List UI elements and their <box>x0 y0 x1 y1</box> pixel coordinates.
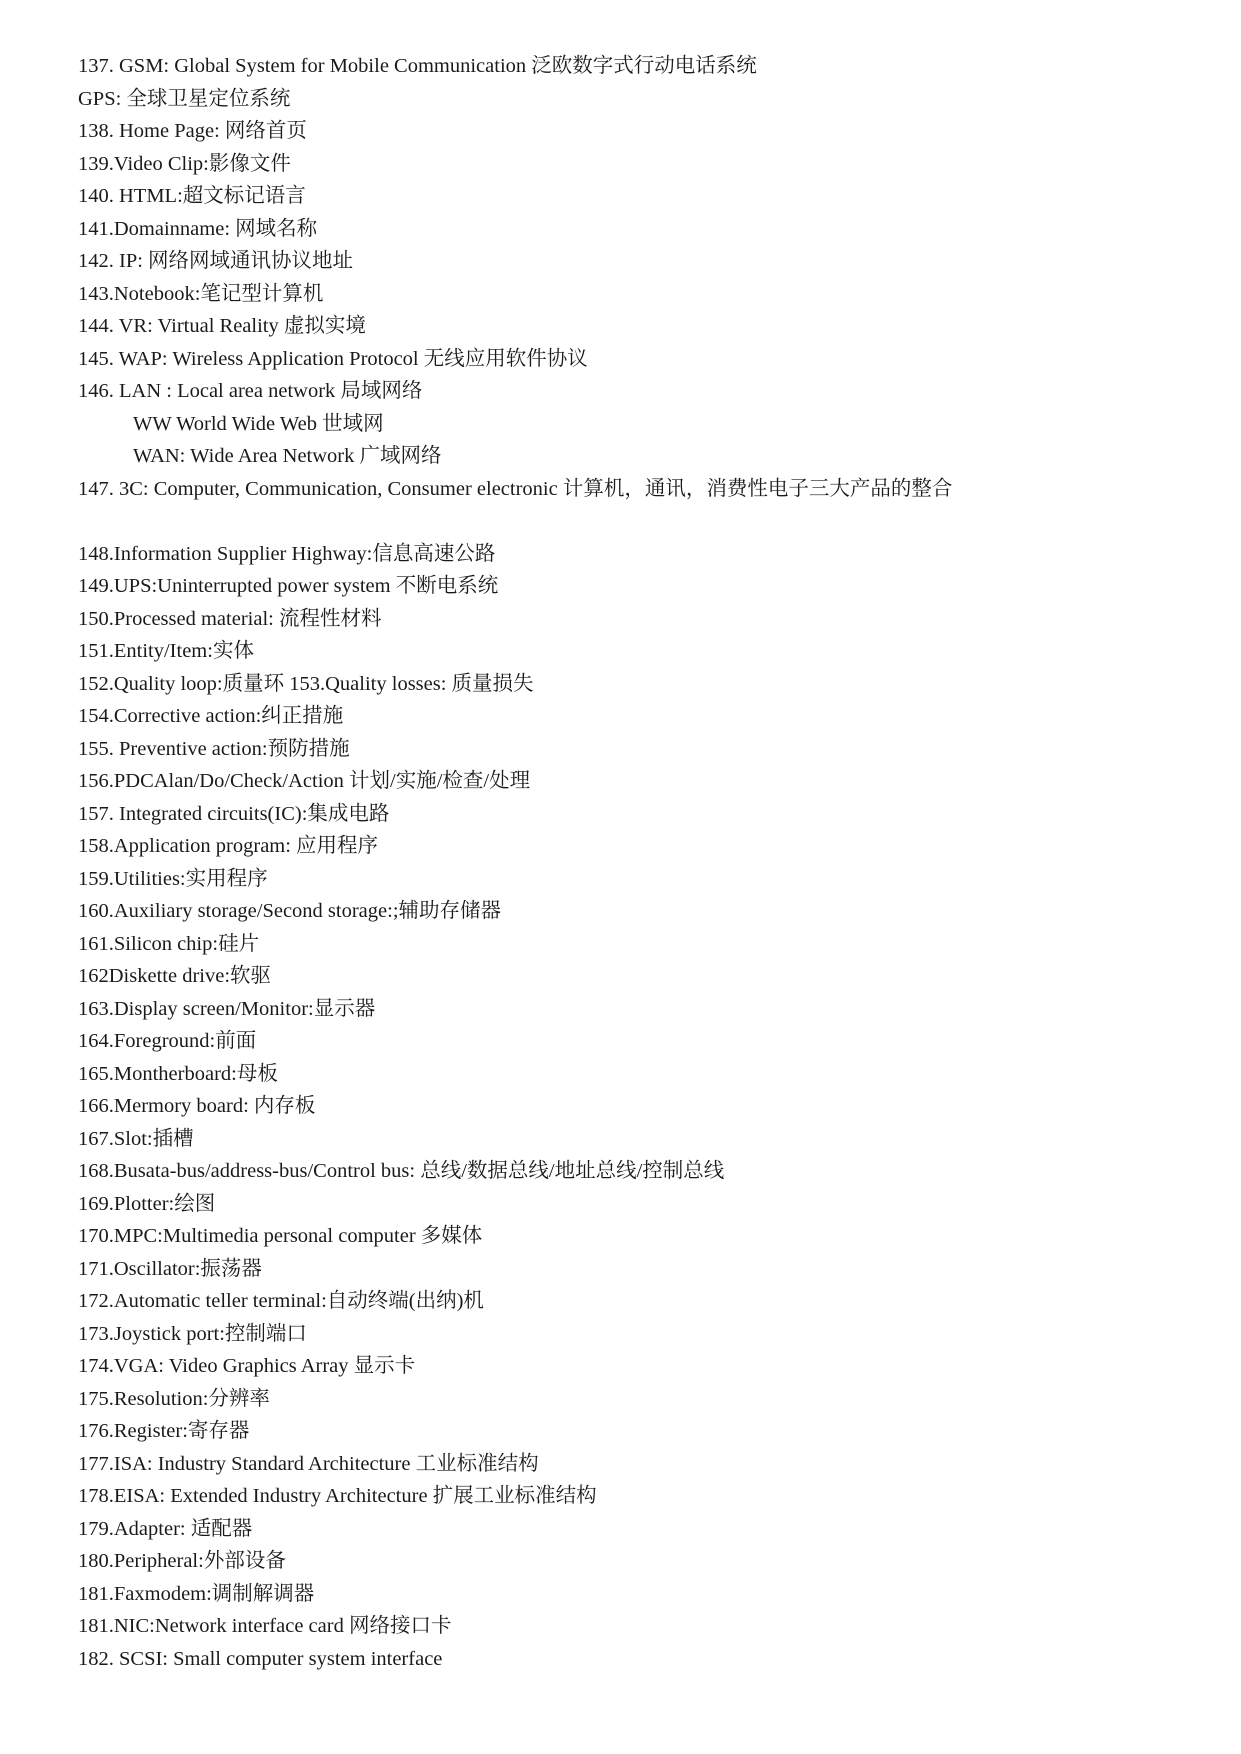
glossary-line: 137. GSM: Global System for Mobile Communication 泛欧数字式行动电话系统 <box>78 55 757 77</box>
glossary-line: 149.UPS:Uninterrupted power system 不断电系统 <box>78 575 499 597</box>
glossary-list <box>78 50 1198 1675</box>
glossary-line: 167.Slot:插槽 <box>78 1127 194 1150</box>
glossary-line: 144. VR: Virtual Reality 虚拟实境 <box>78 315 366 337</box>
glossary-line: 159.Utilities:实用程序 <box>78 867 268 890</box>
glossary-line: 140. HTML:超文标记语言 <box>78 185 306 207</box>
glossary-line: 142. IP: 网络网域通讯协议地址 <box>78 250 354 272</box>
glossary-line: 141.Domainname: 网域名称 <box>78 217 318 240</box>
glossary-line: 158.Application program: 应用程序 <box>78 835 379 857</box>
glossary-line: 155. Preventive action:预防措施 <box>78 737 350 760</box>
glossary-line: 172.Automatic teller terminal:自动终端(出纳)机 <box>78 1290 484 1312</box>
glossary-line: 145. WAP: Wireless Application Protocol 无线应用软件协议 <box>78 347 588 370</box>
glossary-line: 152.Quality loop:质量环 153.Quality losses: 质量损失 <box>78 672 534 695</box>
glossary-line: 163.Display screen/Monitor:显示器 <box>78 997 376 1020</box>
glossary-line: 146. LAN : Local area network 局域网络 <box>78 380 423 402</box>
glossary-line: 164.Foreground:前面 <box>78 1030 257 1052</box>
glossary-line: 157. Integrated circuits(IC):集成电路 <box>78 802 390 825</box>
glossary-line: 178.EISA: Extended Industry Architecture 扩展工业标准结构 <box>78 1485 597 1507</box>
glossary-line: 169.Plotter:绘图 <box>78 1192 216 1215</box>
glossary-line: 182. SCSI: Small computer system interface <box>78 1647 443 1670</box>
glossary-line: 177.ISA: Industry Standard Architecture 工业标准结构 <box>78 1452 539 1475</box>
glossary-line: 150.Processed material: 流程性材料 <box>78 607 382 630</box>
glossary-line: 162Diskette drive:软驱 <box>78 965 272 987</box>
glossary-line: 181.Faxmodem:调制解调器 <box>78 1582 315 1605</box>
glossary-line: 161.Silicon chip:硅片 <box>78 932 260 955</box>
glossary-line: 139.Video Clip:影像文件 <box>78 152 291 175</box>
glossary-line: 156.PDCAlan/Do/Check/Action 计划/实施/检查/处理 <box>78 770 531 792</box>
glossary-line: 148.Information Supplier Highway:信息高速公路 <box>78 542 496 565</box>
glossary-subline: WAN: Wide Area Network 广域网络 <box>133 445 442 467</box>
glossary-line: GPS: 全球卫星定位系统 <box>78 87 291 110</box>
glossary-line: 168.Busata-bus/address-bus/Control bus: 总线/数据总线/地址总线/控制总线 <box>78 1160 725 1182</box>
glossary-line: 171.Oscillator:振荡器 <box>78 1257 262 1280</box>
glossary-line: 175.Resolution:分辨率 <box>78 1387 270 1410</box>
glossary-line: 143.Notebook:笔记型计算机 <box>78 282 324 305</box>
glossary-line: 166.Mermory board: 内存板 <box>78 1095 316 1117</box>
glossary-line: 138. Home Page: 网络首页 <box>78 120 307 142</box>
glossary-line: 179.Adapter: 适配器 <box>78 1517 253 1540</box>
blank-line <box>78 505 1198 538</box>
glossary-line: 174.VGA: Video Graphics Array 显示卡 <box>78 1355 416 1377</box>
glossary-line: 147. 3C: Computer, Communication, Consumer electronic 计算机，通讯，消费性电子三大产品的整合 <box>78 477 953 500</box>
glossary-line: 165.Montherboard:母板 <box>78 1062 278 1085</box>
glossary-line: 160.Auxiliary storage/Second storage:;辅助存储器 <box>78 900 502 922</box>
glossary-line: 181.NIC:Network interface card 网络接口卡 <box>78 1615 452 1637</box>
glossary-line: 170.MPC:Multimedia personal computer 多媒体 <box>78 1225 483 1247</box>
glossary-line: 173.Joystick port:控制端口 <box>78 1322 307 1345</box>
glossary-line: 176.Register:寄存器 <box>78 1420 250 1442</box>
glossary-line: 180.Peripheral:外部设备 <box>78 1550 286 1572</box>
glossary-line: 154.Corrective action:纠正措施 <box>78 705 344 727</box>
glossary-subline: WW World Wide Web 世域网 <box>133 412 384 435</box>
glossary-line: 151.Entity/Item:实体 <box>78 640 254 662</box>
